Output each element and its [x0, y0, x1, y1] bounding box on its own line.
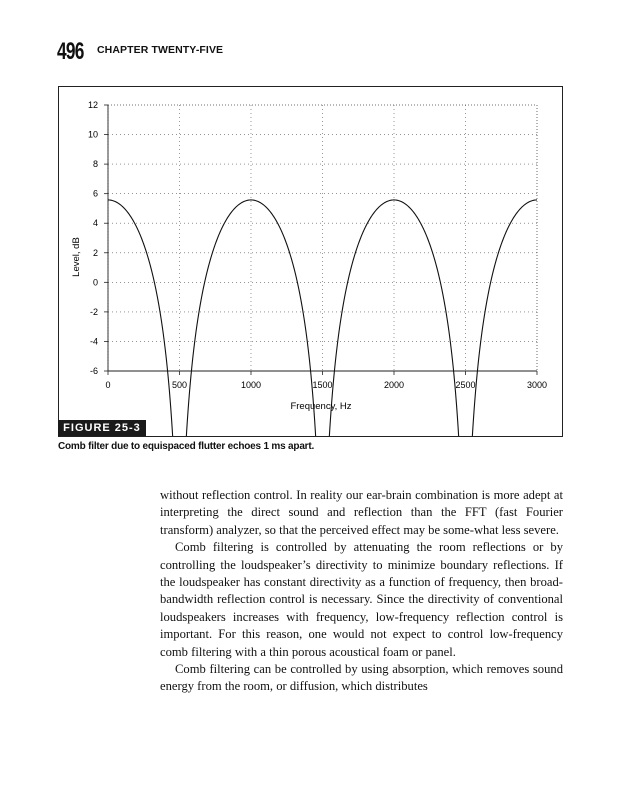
paragraph-1: without reflection control. In reality our ear-brain combination is more adept at interpreting the direct sound and reflection than the FFT (fast Fourier transform) analyzer, so that the perceived effect may be some-what less severe.	[160, 488, 563, 537]
x-tick-label: 3000	[526, 380, 548, 390]
x-axis-label: Frequency, Hz	[290, 401, 352, 412]
y-tick-label: 8	[92, 159, 98, 170]
body-text	[160, 487, 563, 696]
y-axis-label: Level, dB	[71, 237, 82, 277]
y-tick-label: -2	[89, 306, 98, 317]
figure-label: FIGURE 25-3	[58, 420, 146, 436]
y-tick-label: -4	[89, 336, 98, 347]
paragraph-3: Comb filtering can be controlled by using absorption, which removes sound energy from the room, or diffusion, which distributes	[160, 662, 563, 694]
y-tick-label: 0	[92, 277, 98, 288]
x-tick-label: 500	[171, 380, 188, 390]
page-number: 496	[57, 38, 84, 65]
comb-filter-chart	[59, 87, 562, 436]
x-tick-label: 2500	[455, 380, 476, 390]
paragraph-2: Comb filtering is controlled by attenuating the room reflections or by controlling the loudspeaker’s directivity to minimize boundary reflections. If the loudspeaker has constant directivity as a function of frequency, then broad-bandwidth reflection control is necessary. Since the directivity of conventional loudspeakers increases with frequency, low-frequency reflection control is important. For this reason, one would not expect to control low-frequency comb filtering with a thin porous acoustical foam or panel.	[160, 540, 563, 659]
x-tick-label: 1500	[312, 380, 333, 390]
figure-caption: Comb filter due to equispaced flutter echoes 1 ms apart.	[58, 441, 315, 452]
y-tick-label: 6	[92, 188, 98, 199]
y-tick-label: 2	[92, 247, 98, 258]
y-tick-label: -6	[89, 366, 98, 376]
figure-box	[58, 86, 563, 437]
chapter-title: CHAPTER TWENTY-FIVE	[97, 44, 224, 56]
y-tick-label: 10	[87, 129, 98, 140]
y-tick-label: 4	[92, 218, 98, 229]
x-tick-label: 1000	[240, 380, 262, 390]
y-tick-label: 12	[87, 100, 98, 110]
x-tick-label: 0	[105, 380, 111, 390]
x-tick-label: 2000	[383, 380, 405, 390]
